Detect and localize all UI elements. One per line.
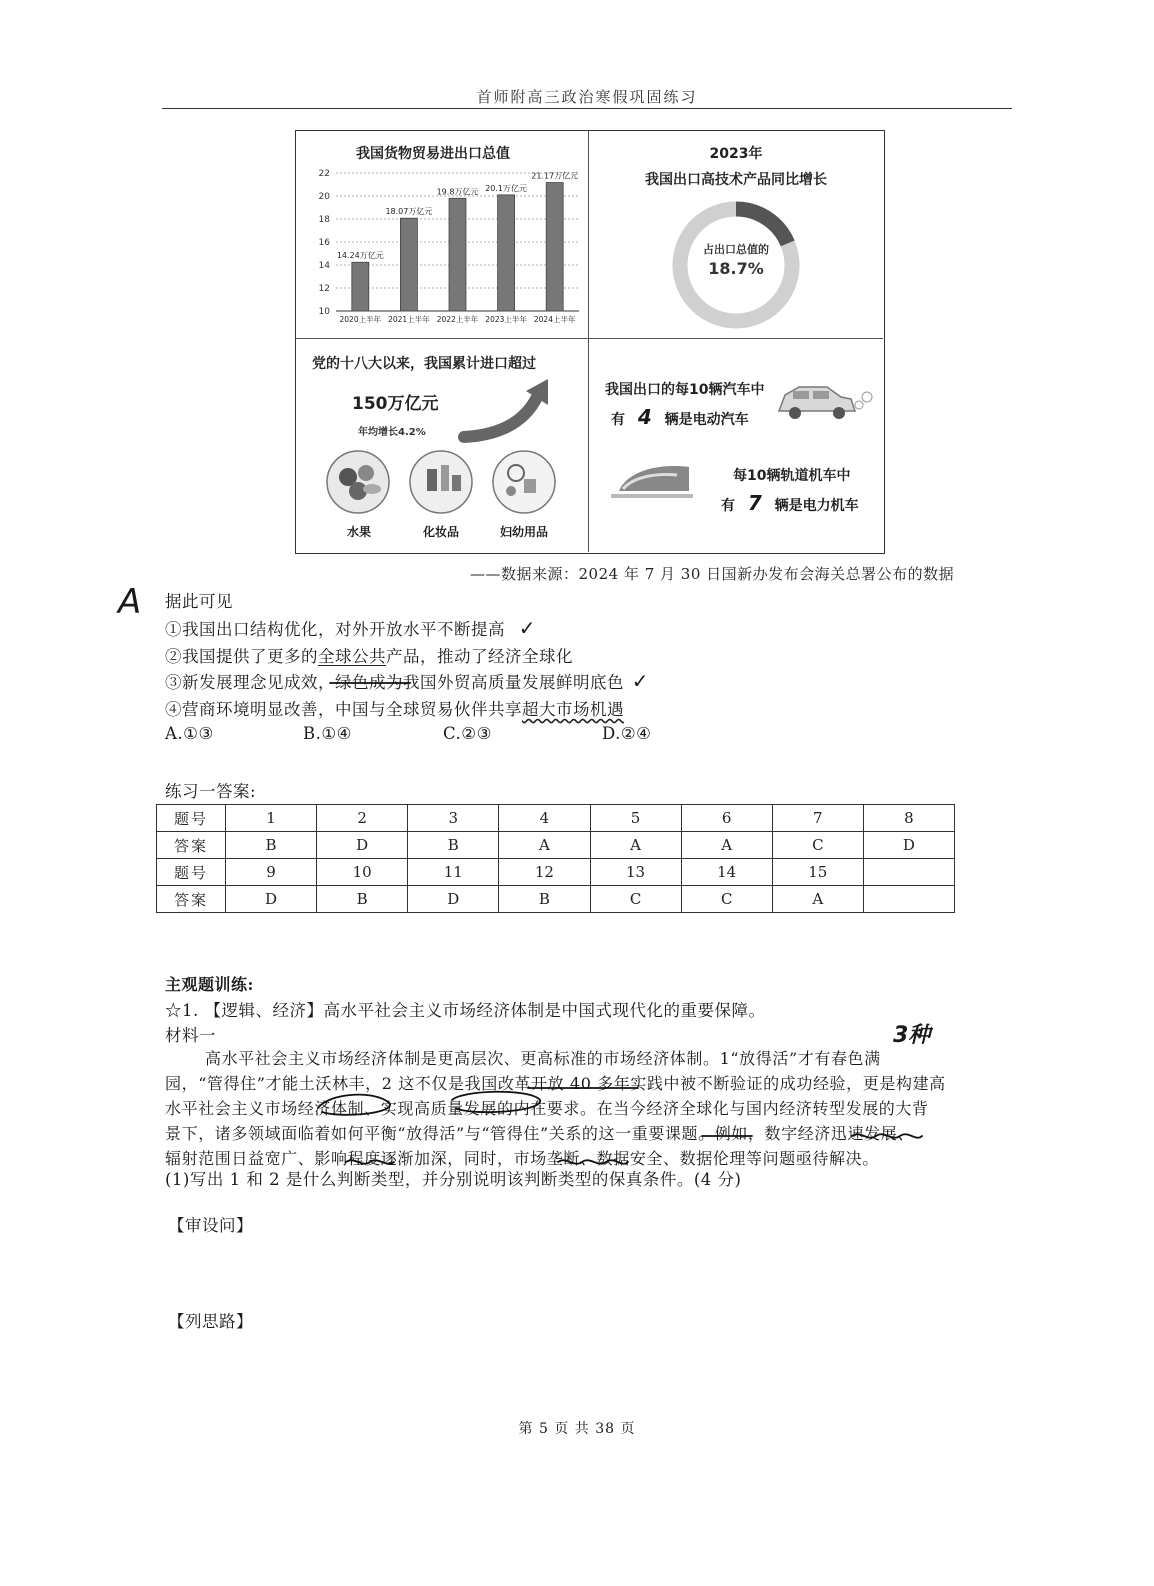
table-cell: B	[408, 832, 499, 859]
circle-mark	[452, 1092, 540, 1112]
table-cell: 14	[681, 859, 772, 886]
car-line: 我国出口的每10辆汽车中	[605, 382, 765, 398]
page-header: 首师附高三政治寒假巩固练习	[476, 88, 698, 106]
table-cell: C	[681, 886, 772, 913]
y-tick-label: 18	[318, 215, 330, 225]
car-number: 4	[637, 405, 652, 429]
row-label: 题号	[157, 805, 226, 832]
table-cell: 6	[681, 805, 772, 832]
circle-mark	[318, 1095, 390, 1115]
table-cell: 8	[863, 805, 954, 832]
import-amount: 150万亿元	[352, 394, 439, 414]
bar-value-label: 14.24万亿元	[336, 251, 384, 261]
donut-title: 我国出口高技术产品同比增长	[645, 172, 827, 188]
outline-label: 【列思路】	[168, 1312, 253, 1331]
bar-value-label: 20.1万亿元	[485, 183, 528, 193]
table-cell: A	[499, 832, 590, 859]
row-label: 题号	[157, 859, 226, 886]
car-suffix: 辆是电动汽车	[664, 412, 749, 428]
x-tick-label: 2022上半年	[436, 315, 479, 324]
table-cell: B	[317, 886, 408, 913]
bar-chart-title: 我国货物贸易进出口总值	[356, 146, 510, 162]
table-cell: 2	[317, 805, 408, 832]
bar-value-label: 18.07万亿元	[385, 207, 433, 217]
rail-suffix: 辆是电力机车	[774, 498, 859, 514]
table-cell: B	[499, 886, 590, 913]
choice-d: D.②④	[602, 724, 652, 743]
option-2-rest: 产品，推动了经济全球化	[386, 647, 573, 666]
table-cell: C	[590, 886, 681, 913]
y-tick-label: 10	[318, 307, 330, 317]
handwritten-note: 3种	[893, 1023, 931, 1048]
table-cell: 15	[772, 859, 863, 886]
import-growth: 年均增长4.2%	[358, 427, 426, 438]
import-title: 党的十八大以来，我国累计进口超过	[312, 356, 536, 372]
wavy-underline-mark	[558, 1160, 628, 1163]
import-item-fruit: 水果	[346, 525, 371, 539]
y-tick-label: 20	[318, 192, 330, 202]
row-label: 答案	[157, 886, 226, 913]
table-cell: D	[408, 886, 499, 913]
table-cell: 5	[590, 805, 681, 832]
material-para-line-2: 园，“管得住”才能土沃林丰，2 这不仅是我国改革开放 40 多年实践中被不断验证的成功经验，更是构建高	[165, 1074, 946, 1093]
option-2-text: ②我国提供了更多的	[165, 647, 318, 666]
table-cell: 12	[499, 859, 590, 886]
checkmark-icon: ✓	[518, 616, 537, 640]
option-3-text: ③新发展理念见成效，绿色成为我国外贸高质量发展鲜明底色	[165, 673, 624, 692]
x-tick-label: 2021上半年	[388, 315, 430, 324]
subjective-heading: 主观题训练:	[165, 975, 254, 994]
option-4-text: ④营商环境明显改善，中国与全球贸易伙伴共享	[165, 700, 522, 719]
table-cell: D	[863, 832, 954, 859]
table-cell: 11	[408, 859, 499, 886]
bar-value-label: 19.8万亿元	[436, 187, 479, 197]
table-cell: C	[772, 832, 863, 859]
table-cell: 1	[226, 805, 317, 832]
question-stem: 据此可见	[165, 592, 233, 611]
option-4-underlined: 超大市场机遇	[522, 700, 624, 719]
choice-c: C.②③	[443, 724, 492, 743]
table-cell: A	[772, 886, 863, 913]
table-cell: 7	[772, 805, 863, 832]
checkmark-icon: ✓	[631, 669, 650, 693]
material-para-line-3: 水平社会主义市场经济体制、实现高质量发展的内在要求。在当今经济全球化与国内经济转型发展的大背	[165, 1099, 929, 1118]
table-cell: B	[226, 832, 317, 859]
sub-question-1: (1)写出 1 和 2 是什么判断类型，并分别说明该判断类型的保真条件。(4 分)	[165, 1170, 742, 1189]
handwritten-answer: A	[118, 582, 142, 622]
y-tick-label: 14	[318, 261, 330, 271]
material-para-line-5: 辐射范围日益宽广、影响程度逐渐加深，同时，市场垄断、数据安全、数据伦理等问题亟待解决。	[165, 1149, 879, 1168]
row-label: 答案	[157, 832, 226, 859]
material-label: 材料一	[165, 1026, 216, 1045]
rail-line: 每10辆轨道机车中	[733, 468, 851, 484]
table-cell: D	[226, 886, 317, 913]
source-note: ——数据来源：2024 年 7 月 30 日国新办发布会海关总署公布的数据	[470, 565, 955, 583]
question-1-title: ☆1. 【逻辑、经济】高水平社会主义市场经济体制是中国式现代化的重要保障。	[165, 1001, 766, 1020]
table-cell: 9	[226, 859, 317, 886]
bar-value-label: 21.17万亿元	[531, 171, 579, 181]
wavy-underline-mark	[346, 1160, 394, 1163]
material-para-line-4: 景下，诸多领域面临着如何平衡“放得活”与“管得住”关系的这一重要课题。例如，数字经济迅速发展、	[165, 1124, 914, 1143]
option-1-text: ①我国出口结构优化，对外开放水平不断提高	[165, 620, 505, 639]
review-question-label: 【审设问】	[168, 1216, 253, 1235]
rail-number: 7	[747, 491, 762, 515]
import-item-baby: 妇幼用品	[499, 525, 548, 539]
table-cell: A	[681, 832, 772, 859]
y-tick-label: 22	[318, 169, 330, 179]
option-2-underlined: 全球公共	[318, 647, 386, 666]
donut-center-value: 18.7%	[708, 259, 764, 278]
material-para-line-1: 高水平社会主义市场经济体制是更高层次、更高标准的市场经济体制。1“放得活”才有春色满	[205, 1049, 881, 1068]
answers-title: 练习一答案:	[165, 782, 257, 801]
table-cell: D	[317, 832, 408, 859]
rail-prefix: 有	[721, 498, 735, 514]
table-cell: 10	[317, 859, 408, 886]
wavy-underline-mark	[852, 1134, 922, 1137]
import-item-cosmetics: 化妆品	[422, 525, 459, 539]
table-cell: 4	[499, 805, 590, 832]
donut-year: 2023年	[709, 146, 763, 162]
car-prefix: 有	[611, 412, 625, 428]
table-cell: 13	[590, 859, 681, 886]
y-tick-label: 16	[318, 238, 330, 248]
page-footer: 第 5 页 共 38 页	[518, 1421, 636, 1437]
table-cell: 3	[408, 805, 499, 832]
y-tick-label: 12	[318, 284, 330, 294]
table-cell: A	[590, 832, 681, 859]
x-tick-label: 2024上半年	[533, 315, 576, 324]
x-tick-label: 2023上半年	[485, 315, 527, 324]
choice-a: A.①③	[165, 724, 214, 743]
choice-b: B.①④	[303, 724, 352, 743]
x-tick-label: 2020上半年	[339, 315, 382, 324]
donut-center-label: 占出口总值的	[703, 243, 769, 256]
